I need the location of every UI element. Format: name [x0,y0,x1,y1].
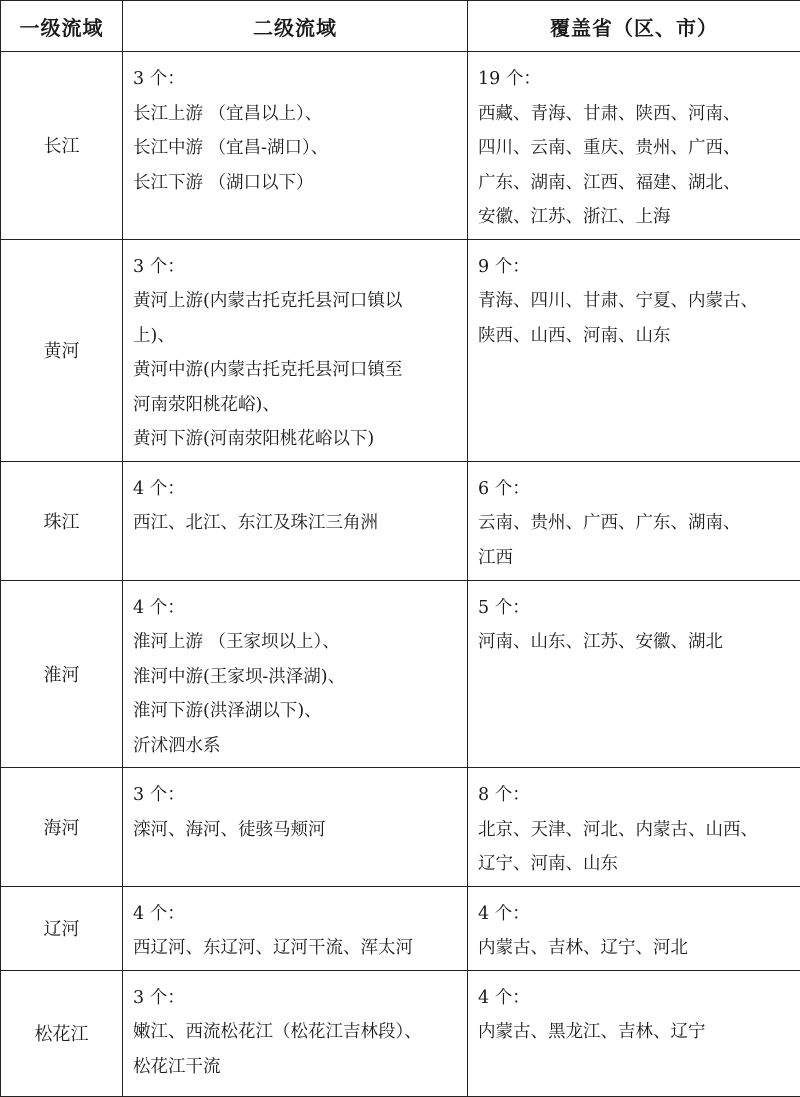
province-line: 青海、四川、甘肃、宁夏、内蒙古、 [478,284,800,319]
table-row [1,970,800,1096]
province-cell [468,239,800,461]
sub-basin-line: 长江中游 （宜昌-湖口）、 [133,131,467,166]
sub-basin-line: 长江下游 （湖口以下） [133,166,467,201]
sub-basin-line: 4 个： [133,897,467,932]
basin-name: 长江 [1,52,123,240]
province-line: 4 个： [478,897,800,932]
sub-basin-line: 西辽河、东辽河、辽河干流、浑太河 [133,931,467,966]
sub-basin-cell [123,461,468,580]
province-line: 19 个： [478,62,800,97]
sub-basin-line: 淮河中游(王家坝-洪泽湖)、 [133,660,467,695]
province-line: 5 个： [478,591,800,626]
province-line: 北京、天津、河北、内蒙古、山西、 [478,813,800,848]
sub-basin-line: 松花江干流 [133,1050,467,1085]
province-line: 四川、云南、重庆、贵州、广西、 [478,131,800,166]
province-cell [468,886,800,970]
province-cell [468,461,800,580]
sub-basin-line: 长江上游 （宜昌以上）、 [133,97,467,132]
sub-basin-line: 3 个： [133,981,467,1016]
province-line: 广东、湖南、江西、福建、湖北、 [478,166,800,201]
basin-name: 松花江 [1,970,123,1096]
header-provinces: 覆盖省（区、市） [468,1,800,52]
province-line: 内蒙古、黑龙江、吉林、辽宁 [478,1015,800,1050]
table-row [1,52,800,240]
province-line: 辽宁、河南、山东 [478,847,800,882]
province-cell [468,768,800,887]
table-row [1,580,800,768]
sub-basin-cell [123,768,468,887]
sub-basin-cell [123,580,468,768]
sub-basin-line: 嫩江、西流松花江（松花江吉林段）、 [133,1015,467,1050]
sub-basin-line: 4 个： [133,472,467,507]
sub-basin-line: 沂沭泗水系 [133,729,467,764]
province-line: 6 个： [478,472,800,507]
sub-basin-line: 3 个： [133,250,467,285]
sub-basin-line: 4 个： [133,591,467,626]
header-row [1,1,800,52]
sub-basin-line: 上)、 [133,319,467,354]
table-row [1,239,800,461]
header-primary-basin: 一级流域 [1,1,123,52]
sub-basin-line: 黄河中游(内蒙古托克托县河口镇至 [133,353,467,388]
table-row [1,768,800,887]
province-line: 陕西、山西、河南、山东 [478,319,800,354]
province-line: 西藏、青海、甘肃、陕西、河南、 [478,97,800,132]
province-cell [468,580,800,768]
sub-basin-line: 西江、北江、东江及珠江三角洲 [133,506,467,541]
province-cell [468,52,800,240]
sub-basin-line: 滦河、海河、徒骇马颊河 [133,813,467,848]
sub-basin-line: 3 个： [133,778,467,813]
sub-basin-cell [123,239,468,461]
province-line: 河南、山东、江苏、安徽、湖北 [478,625,800,660]
table-row [1,886,800,970]
sub-basin-cell [123,52,468,240]
province-line: 安徽、江苏、浙江、上海 [478,200,800,235]
basin-name: 黄河 [1,239,123,461]
sub-basin-line: 黄河上游(内蒙古托克托县河口镇以 [133,284,467,319]
table-row [1,461,800,580]
province-line: 4 个： [478,981,800,1016]
province-cell [468,970,800,1096]
sub-basin-cell [123,886,468,970]
province-line: 内蒙古、吉林、辽宁、河北 [478,931,800,966]
sub-basin-cell [123,970,468,1096]
header-secondary-basin: 二级流域 [123,1,468,52]
basin-name: 海河 [1,768,123,887]
sub-basin-line: 河南荥阳桃花峪)、 [133,388,467,423]
province-line: 云南、贵州、广西、广东、湖南、 [478,506,800,541]
basin-name: 辽河 [1,886,123,970]
sub-basin-line: 淮河上游 （王家坝以上）、 [133,625,467,660]
basin-name: 淮河 [1,580,123,768]
sub-basin-line: 黄河下游(河南荥阳桃花峪以下) [133,422,467,457]
province-line: 8 个： [478,778,800,813]
province-line: 江西 [478,541,800,576]
province-line: 9 个： [478,250,800,285]
sub-basin-line: 淮河下游(洪泽湖以下)、 [133,694,467,729]
sub-basin-line: 3 个： [133,62,467,97]
basin-name: 珠江 [1,461,123,580]
